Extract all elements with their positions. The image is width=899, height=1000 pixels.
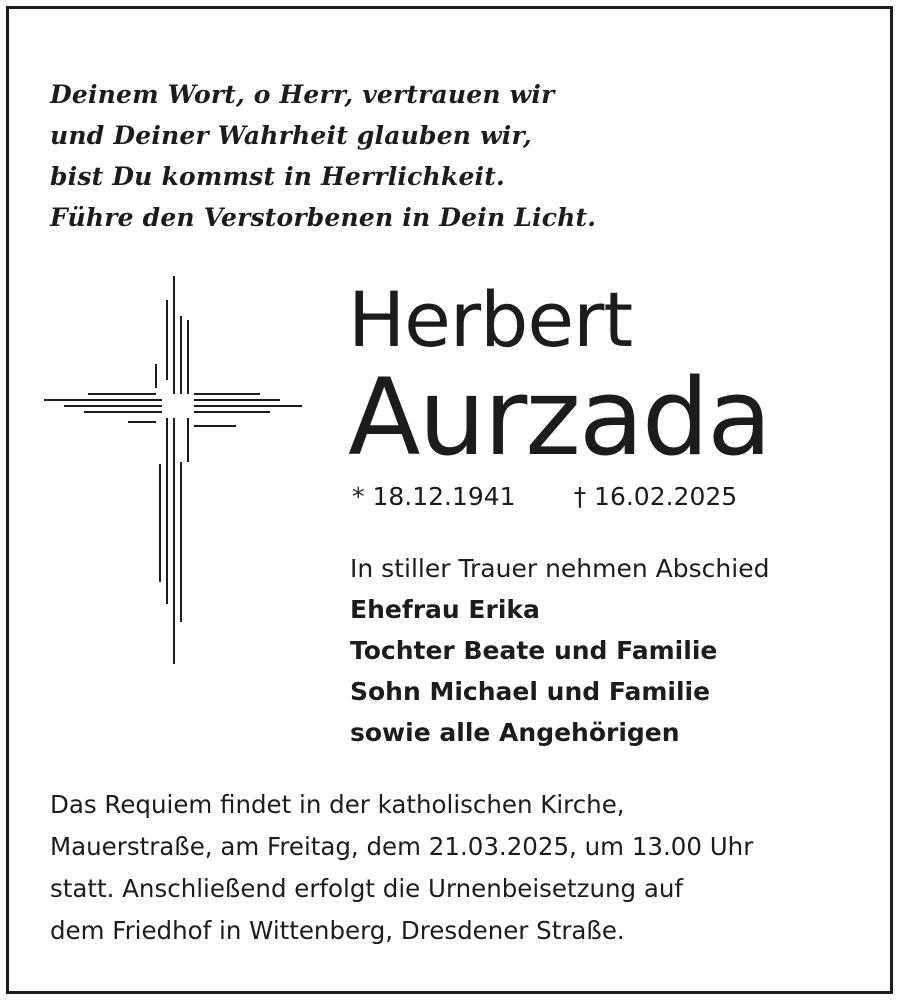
mourners-list — [350, 548, 769, 753]
requiem-info — [50, 784, 753, 952]
bible-verse — [50, 74, 596, 238]
verse-line: bist Du kommst in Herrlichkeit. — [50, 162, 505, 191]
mourner-line: Tochter Beate und Familie — [350, 636, 718, 665]
requiem-line: dem Friedhof in Wittenberg, Dresdener Straße. — [50, 916, 625, 945]
mourner-line: Ehefrau Erika — [350, 595, 540, 624]
line-cross-icon — [44, 276, 304, 666]
life-dates — [352, 480, 737, 514]
birth-date: * 18.12.1941 — [352, 482, 516, 511]
requiem-line: Das Requiem findet in der katholischen Kirche, — [50, 790, 625, 819]
last-name: Aurzada — [348, 356, 771, 479]
first-name: Herbert — [348, 275, 633, 364]
verse-line: Führe den Verstorbenen in Dein Licht. — [50, 203, 597, 232]
death-date: † 16.02.2025 — [573, 482, 738, 511]
requiem-line: Mauerstraße, am Freitag, dem 21.03.2025, um 13.00 Uhr — [50, 832, 754, 861]
mourner-line: Sohn Michael und Familie — [350, 677, 711, 706]
verse-line: Deinem Wort, o Herr, vertrauen wir — [50, 80, 555, 109]
mourners-intro: In stiller Trauer nehmen Abschied — [350, 554, 770, 583]
mourner-line: sowie alle Angehörigen — [350, 718, 680, 747]
requiem-line: statt. Anschließend erfolgt die Urnenbeisetzung auf — [50, 874, 684, 903]
verse-line: und Deiner Wahrheit glauben wir, — [50, 121, 532, 150]
